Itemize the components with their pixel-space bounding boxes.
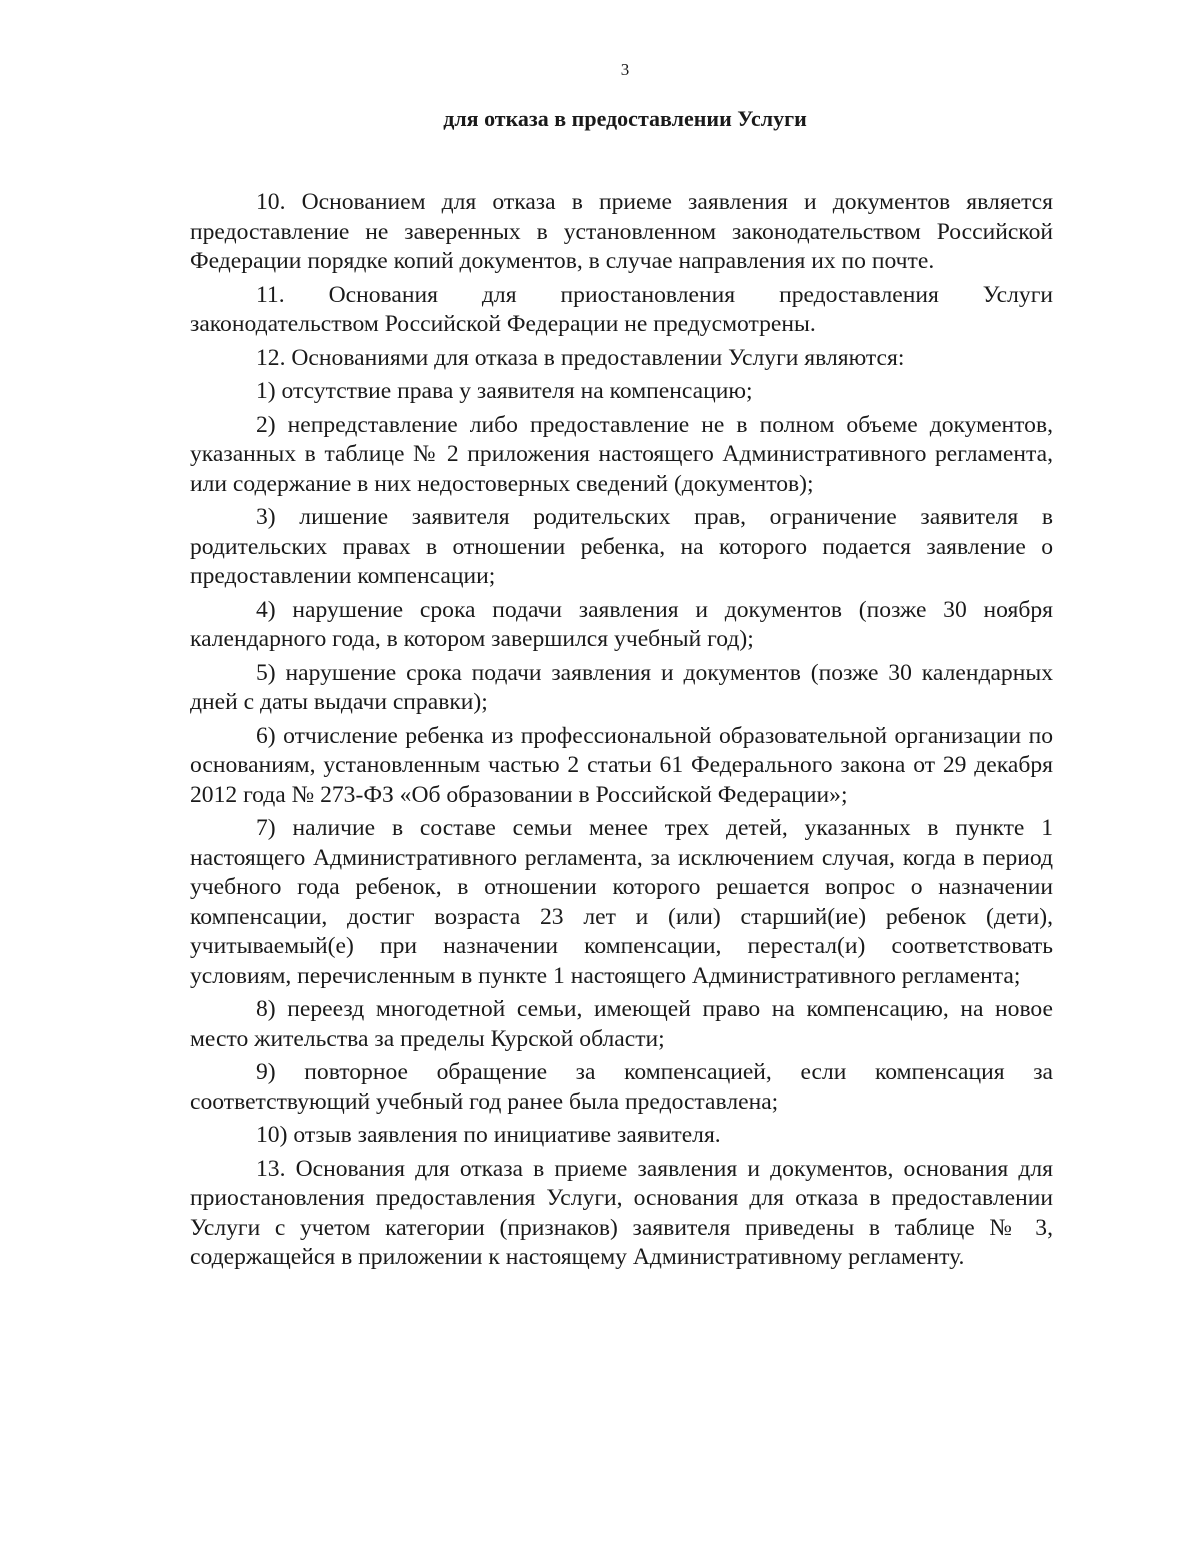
list-item-1: 1) отсутствие права у заявителя на компенсацию; bbox=[256, 378, 753, 404]
page-number: 3 bbox=[620, 60, 630, 79]
list-item-10: 10) отзыв заявления по инициативе заявителя. bbox=[256, 1122, 721, 1148]
list-item-2: 2) непредставление либо предоставление не в полном объеме документов, указанных в таблице № 2 приложения настоящего Административного регламента, или содержание в них недостоверных сведений (документов); bbox=[190, 411, 1053, 497]
document-body bbox=[190, 188, 1053, 1277]
list-item-6: 6) отчисление ребенка из профессиональной образовательной организации по основаниям, установленным частью 2 статьи 61 Федерального закона от 29 декабря 2012 года № 273-ФЗ «Об образовании в Российской Федерации»; bbox=[190, 722, 1053, 808]
list-item-5: 5) нарушение срока подачи заявления и документов (позже 30 календарных дней с даты выдачи справки); bbox=[190, 659, 1053, 715]
list-item-9: 9) повторное обращение за компенсацией, если компенсация за соответствующий учебный год ранее была предоставлена; bbox=[190, 1059, 1053, 1115]
list-item-8: 8) переезд многодетной семьи, имеющей право на компенсацию, на новое место жительства за пределы Курской области; bbox=[190, 996, 1053, 1052]
section-heading: для отказа в предоставлении Услуги bbox=[443, 106, 807, 131]
list-item-7: 7) наличие в составе семьи менее трех детей, указанных в пункте 1 настоящего Административного регламента, за исключением случая, когда в период учебного года ребенок, в отношении которого решается вопрос о назначении компенсации, достиг возраста 23 лет и (или) старший(ие) ребенок (дети), учитываемый(е) при назначении компенсации, перестал(и) соответствовать условиям, перечисленным в пункте 1 настоящего Административного регламента; bbox=[190, 815, 1053, 989]
paragraph-11: 11. Основания для приостановления предоставления Услуги законодательством Российской Федерации не предусмотрены. bbox=[190, 281, 1053, 337]
list-item-4: 4) нарушение срока подачи заявления и документов (позже 30 ноября календарного года, в котором завершился учебный год); bbox=[190, 596, 1053, 652]
list-item-3: 3) лишение заявителя родительских прав, ограничение заявителя в родительских правах в отношении ребенка, на которого подается заявление о предоставлении компенсации; bbox=[190, 504, 1053, 589]
paragraph-10: 10. Основанием для отказа в приеме заявления и документов является предоставление не заверенных в установленном законодательством Российской Федерации порядке копий документов, в случае направления их по почте. bbox=[190, 189, 1053, 274]
paragraph-12: 12. Основаниями для отказа в предоставлении Услуги являются: bbox=[256, 344, 905, 371]
paragraph-13: 13. Основания для отказа в приеме заявления и документов, основания для приостановления предоставления Услуги, основания для отказа в предоставлении Услуги с учетом категории (признаков) заявителя приведены в таблице № 3, содержащейся в приложении к настоящему Административному регламенту. bbox=[190, 1155, 1053, 1270]
